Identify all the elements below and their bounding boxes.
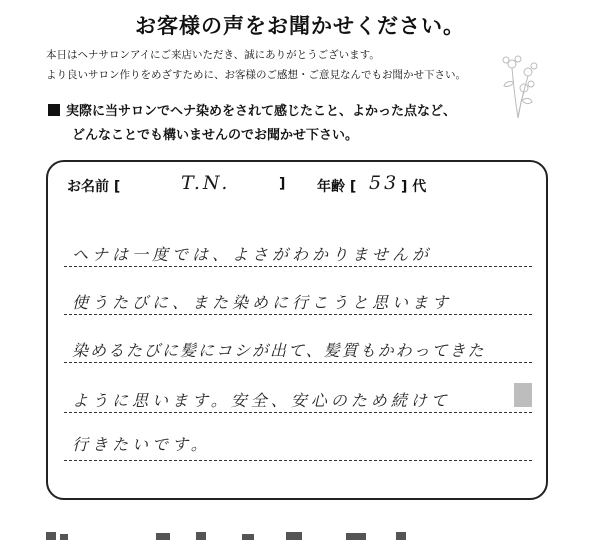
age-label: 年齢 [ — [317, 179, 357, 195]
comment-line-4: ように思います。安全、安心のため続けて — [72, 391, 451, 410]
cropped-text-fragment-icon — [46, 528, 526, 540]
page-title: お客様の声をお聞かせください。 — [135, 14, 465, 38]
intro-line-1: 本日はヘナサロンアイにご来店いただき、誠にありがとうございます。 — [46, 49, 380, 61]
ruled-line — [64, 460, 532, 461]
ruled-line — [64, 266, 532, 267]
scan-artifact — [514, 383, 532, 407]
section-line-1: 実際に当サロンでヘナ染めをされて感じたこと、よかった点など、 — [66, 104, 457, 119]
square-bullet-icon — [48, 104, 60, 116]
name-label: お名前 [ — [67, 179, 121, 195]
comment-line-2: 使うたびに、また染めに行こうと思います — [72, 293, 453, 312]
comment-line-5: 行きたいです。 — [72, 435, 211, 454]
cropped-footer-text — [46, 528, 526, 540]
ruled-line — [64, 314, 532, 315]
comment-line-3: 染めるたびに髪にコシが出て、髪質もかわってきた — [72, 341, 486, 360]
ruled-line — [64, 362, 532, 363]
flower-decoration-icon — [498, 52, 546, 122]
section-line-2: どんなことでも構いませんのでお聞かせ下さい。 — [72, 128, 359, 143]
name-close-bracket: ] — [279, 176, 286, 192]
ruled-line — [64, 412, 532, 413]
section-heading — [48, 100, 456, 148]
intro-line-2: より良いサロン作りをめざすために、お客様のご感想・ご意見なんでもお聞かせ下さい。 — [46, 69, 466, 81]
name-value: T.N. — [181, 172, 231, 194]
age-value: 53 — [369, 172, 400, 194]
age-close-bracket: ] 代 — [401, 179, 427, 195]
comment-line-1: ヘナは一度では、よさがわかりませんが — [72, 245, 433, 264]
